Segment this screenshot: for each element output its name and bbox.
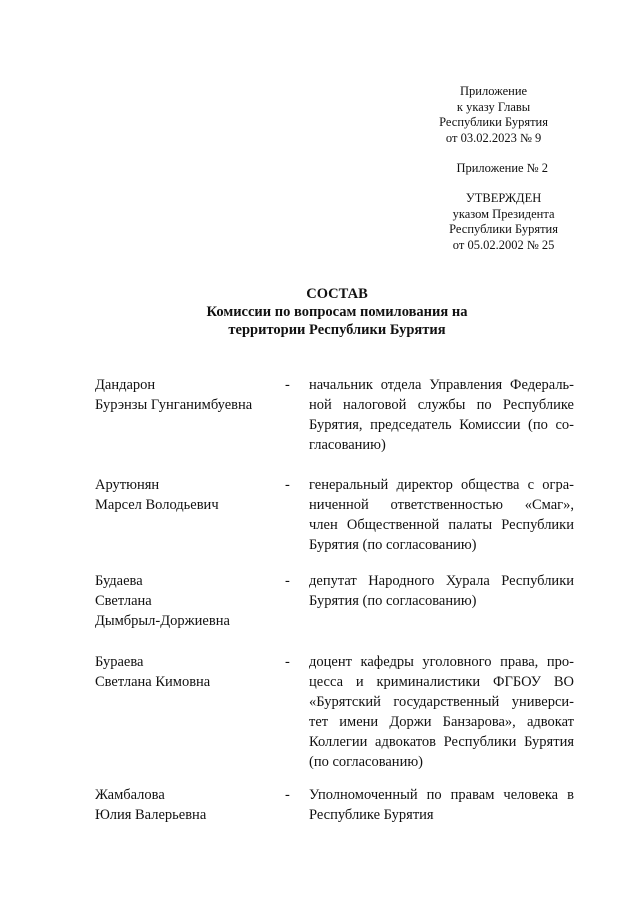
- member-dash: -: [285, 377, 290, 393]
- member-role-line: Бурятия, председатель Комиссии (по со-: [309, 417, 574, 433]
- member-role-line: Республике Бурятия: [309, 807, 434, 823]
- member-name-line: Жамбалова: [95, 787, 165, 803]
- appendix-line: к указу Главы: [456, 99, 531, 114]
- member-role: [309, 652, 574, 772]
- member-name-line: Дандарон: [95, 377, 156, 393]
- appendix-number: [456, 161, 548, 177]
- member-dash: -: [285, 654, 290, 670]
- member-role-line: гласованию): [309, 437, 386, 453]
- member-role-line: Бурятия (по согласованию): [309, 537, 477, 553]
- member-role-line: (по согласованию): [309, 754, 423, 770]
- member-name: [95, 785, 285, 825]
- member-role: [309, 475, 574, 555]
- member-name-line: Светлана Кимовна: [95, 674, 211, 690]
- title-line: территории Республики Бурятия: [228, 322, 446, 338]
- member-name-line: Дымбрыл-Доржиевна: [95, 613, 230, 629]
- member-role-line: «Бурятский государственный универси-: [309, 694, 574, 710]
- member-role-line: ниченной ответственностью «Смаг»,: [309, 497, 574, 513]
- member-role-line: цесса и криминалистики ФГБОУ ВО: [309, 674, 574, 690]
- document-title: [0, 285, 640, 339]
- member-role-line: Коллегии адвокатов Республики Бурятия: [309, 734, 574, 750]
- member-role: [309, 571, 574, 611]
- approved-line: Республики Бурятия: [449, 222, 558, 236]
- member-role-line: начальник отдела Управления Федераль-: [309, 377, 574, 393]
- appendix-line: Республики Бурятия: [439, 115, 548, 129]
- appendix-number-line: Приложение № 2: [456, 161, 548, 175]
- member-role-line: член Общественной палаты Республики: [309, 517, 574, 533]
- member-dash: -: [285, 477, 290, 493]
- member-name: [95, 375, 285, 415]
- appendix-line: от 03.02.2023 № 9: [445, 130, 542, 145]
- appendix-line: Приложение: [460, 84, 528, 98]
- title-line: СОСТАВ: [306, 286, 368, 302]
- member-role-line: генеральный директор общества с огра-: [309, 477, 574, 493]
- member-name-line: Будаева: [95, 573, 143, 589]
- member-name: [95, 571, 285, 631]
- member-role-line: доцент кафедры уголовного права, про-: [309, 654, 574, 670]
- member-role-line: депутат Народного Хурала Республики: [309, 573, 574, 589]
- member-name-line: Светлана: [95, 593, 152, 609]
- member-role-line: Бурятия (по согласованию): [309, 593, 477, 609]
- member-role: [309, 785, 574, 825]
- member-name-line: Арутюнян: [95, 477, 160, 493]
- approved-line: указом Президента: [452, 206, 555, 221]
- title-line: Комиссии по вопросам помилования на: [206, 304, 468, 320]
- member-role: [309, 375, 574, 455]
- approved-line: от 05.02.2002 № 25: [452, 237, 555, 252]
- member-name-line: Юлия Валерьевна: [95, 807, 207, 823]
- member-role-line: Уполномоченный по правам человека в: [309, 787, 574, 803]
- appendix-header: [439, 84, 548, 146]
- member-name: [95, 652, 285, 692]
- member-name-line: Бураева: [95, 654, 144, 670]
- member-role-line: ной налоговой службы по Республике: [309, 397, 574, 413]
- approved-line: УТВЕРЖДЕН: [465, 191, 542, 205]
- member-name-line: Марсел Володьевич: [95, 497, 219, 513]
- member-dash: -: [285, 573, 290, 589]
- member-name-line: Бурэнзы Гунганимбуевна: [95, 397, 253, 413]
- approved-header: [449, 191, 558, 253]
- member-name: [95, 475, 285, 515]
- member-dash: -: [285, 787, 290, 803]
- member-role-line: тет имени Доржи Банзарова», адвокат: [309, 714, 574, 730]
